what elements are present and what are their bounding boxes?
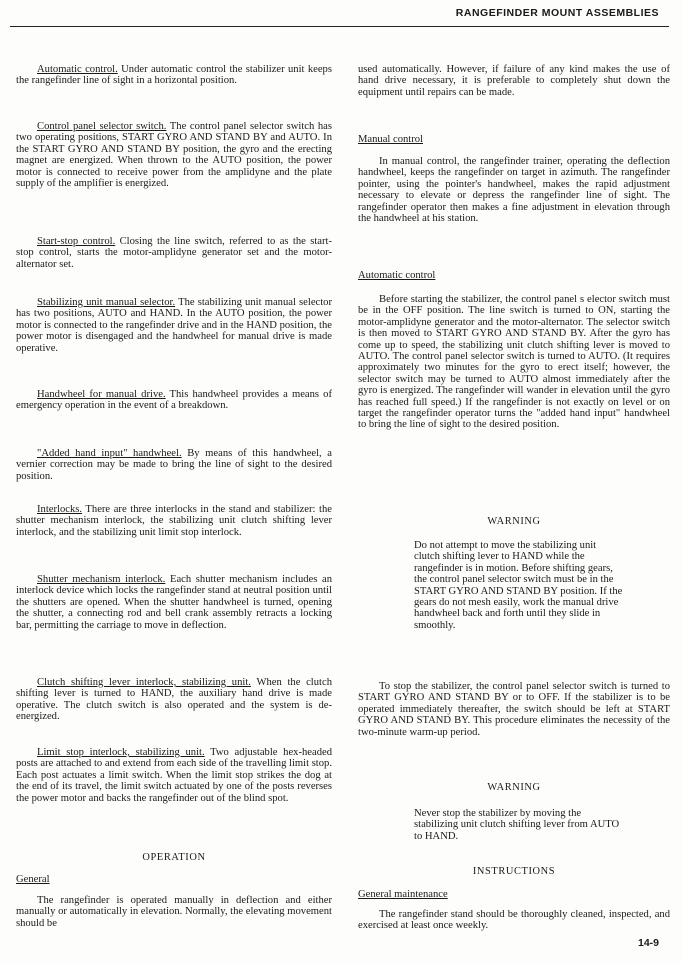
page-number: 14-9 — [637, 936, 659, 949]
paragraph-added-hand-input — [16, 448, 332, 482]
subheading: Shutter mechanism interlock. — [37, 574, 166, 585]
paragraph-start-stop — [16, 236, 332, 270]
subheading: Control panel selector switch. — [37, 121, 167, 132]
running-head: RANGEFINDER MOUNT ASSEMBLIES — [455, 7, 659, 19]
subheading: Automatic control. — [37, 64, 118, 75]
paragraph-automatic-control — [16, 64, 332, 87]
subheading: Stabilizing unit manual selector. — [37, 297, 176, 308]
paragraph-automatic-control: Before starting the stabilizer, the control panel s elector switch must be in the OFF position. The line switch is turned to ON, starting the motor-amplidyne generator and the motor-alternator. The selector switch is then moved to START GYRO AND STAND BY. After the gyro has come up to speed, the stabilizing unit clutch shifting lever is moved to AUTO. The control panel selector switch is turned to AUTO. (It requires approximately two minutes for the gyro to erect itself; however, the selector switch may be turned to AUTO almost immediately after the gyro is energized. The rangefinder will wander in elevation until the gyro has reached full speed.) If the rangefinder is not exactly on level or on target the rangefinder operator turns the "added hand input" handwheel to bring the line of sight to the desired position. — [358, 294, 670, 431]
warning-heading: WARNING — [487, 516, 541, 527]
section-heading-operation: OPERATION — [142, 852, 206, 863]
paragraph-manual-selector — [16, 297, 332, 354]
subheading: "Added hand input" handwheel. — [37, 448, 182, 459]
paragraph-handwheel-manual — [16, 389, 332, 412]
paragraph-general-maintenance: The rangefinder stand should be thoroughly cleaned, inspected, and exercised at least once weekly. — [358, 909, 670, 932]
subsection-heading-automatic-control: Automatic control — [358, 270, 436, 281]
paragraph-clutch-interlock — [16, 677, 332, 723]
subheading: Start-stop control. — [37, 236, 116, 247]
paragraph-text: Two adjustable hex-headed posts are attached to and extend from each side of the travelling limit stop. Each post actuates a limit switch. When the limit stop strikes the dog at the end of its travel, the limit switch actuated by one of the posts reverses the power motor and backs the rangefinder out of the blind spot. — [16, 747, 332, 804]
paragraph-interlocks — [16, 504, 332, 538]
subheading: Interlocks. — [37, 504, 83, 515]
paragraph-text: By means of this handwheel, a vernier correction may be made to bring the line of sight to the desired position. — [16, 448, 333, 482]
subheading: Clutch shifting lever interlock, stabilizing unit. — [37, 677, 251, 688]
paragraph-text: The stabilizing unit manual selector has two positions, AUTO and HAND. In the AUTO position, the power motor is connected to the rangefinder drive and in the HAND position, the power motor is disengaged and the handwheel for manual drive is made operative. — [16, 297, 333, 354]
subheading: Handwheel for manual drive. — [37, 389, 166, 400]
paragraph-text: The control panel selector switch has two operating positions, START GYRO AND STAND BY and AUTO. In the START GYRO AND STAND BY position, the gyro and the erecting magnet are energized. When thrown to the AUTO position, the power motor is connected to receive power from the amplidyne and the plate supply of the amplifier is energized. — [16, 121, 332, 190]
paragraph-limit-stop — [16, 747, 332, 804]
paragraph-text: When the clutch shifting lever is turned to HAND, the auxiliary hand drive is made operative. The clutch switch is also operated and the system is de-energized. — [16, 677, 332, 723]
paragraph-stop-stabilizer: To stop the stabilizer, the control panel selector switch is turned to START GYRO AND STAND BY or to OFF. If the stabilizer is to be operated immediately thereafter, the switch should be left at START GYRO AND STAND BY. This procedure eliminates the necessity of the two-minute warm-up period. — [358, 681, 670, 738]
header-rule — [10, 26, 669, 27]
warning-heading: WARNING — [487, 782, 541, 793]
subsection-heading-general-maintenance: General maintenance — [358, 889, 448, 900]
paragraph-continued: used automatically. However, if failure of any kind makes the use of hand drive necessary, it is preferable to completely shut down the equipment until repairs can be made. — [358, 64, 670, 98]
paragraph-text: Under automatic control the stabilizer unit keeps the rangefinder line of sight in a horizontal position. — [16, 64, 332, 87]
warning-text: Do not attempt to move the stabilizing unit clutch shifting lever to HAND while the rangefinder is in motion. Before shifting gears, the control panel selector switch must be in the START GYRO AND STAND BY position. If the gears do not mesh easily, work the manual drive handwheel back and forth until they slide in smoothly. — [414, 540, 623, 631]
paragraph-general: The rangefinder is operated manually in deflection and either manually or automatically in elevation. Normally, the elevating movement should be — [16, 895, 332, 929]
paragraph-text: Each shutter mechanism includes an interlock device which locks the rangefinder stand at neutral position until the shutters are opened. When the shutter handwheel is turned, opening the shutter, a connecting rod and bell crank assembly retracts a locking bar, permitting the carriage to move in deflection. — [16, 574, 332, 631]
paragraph-text: Closing the line switch, referred to as the start-stop control, starts the motor-amplidyne generator set and the motor-alternator set. — [16, 236, 332, 270]
paragraph-control-panel-selector — [16, 121, 332, 189]
subsection-heading-manual-control: Manual control — [358, 134, 424, 145]
paragraph-shutter-interlock — [16, 574, 332, 631]
paragraph-manual-control: In manual control, the rangefinder trainer, operating the deflection handwheel, keeps the rangefinder on target in azimuth. The rangefinder pointer, using the pointer's handwheel, makes the rapid adjustment necessary to elevate or depress the rangefinder line of sight. The rangefinder operator then makes a fine adjustment in elevation through the handwheel at his station. — [358, 156, 670, 225]
warning-text: Never stop the stabilizer by moving the stabilizing unit clutch shifting lever from AUTO to HAND. — [414, 808, 620, 842]
paragraph-text: This handwheel provides a means of emergency operation in the event of a breakdown. — [16, 389, 332, 412]
subheading: Limit stop interlock, stabilizing unit. — [37, 747, 205, 758]
paragraph-text: There are three interlocks in the stand and stabilizer: the shutter mechanism interlock, the stabilizing unit clutch shifting lever interlock, and the stabilizing unit limit stop interlock. — [16, 504, 332, 538]
subsection-heading-general: General — [16, 874, 50, 885]
section-heading-instructions: INSTRUCTIONS — [472, 866, 556, 877]
